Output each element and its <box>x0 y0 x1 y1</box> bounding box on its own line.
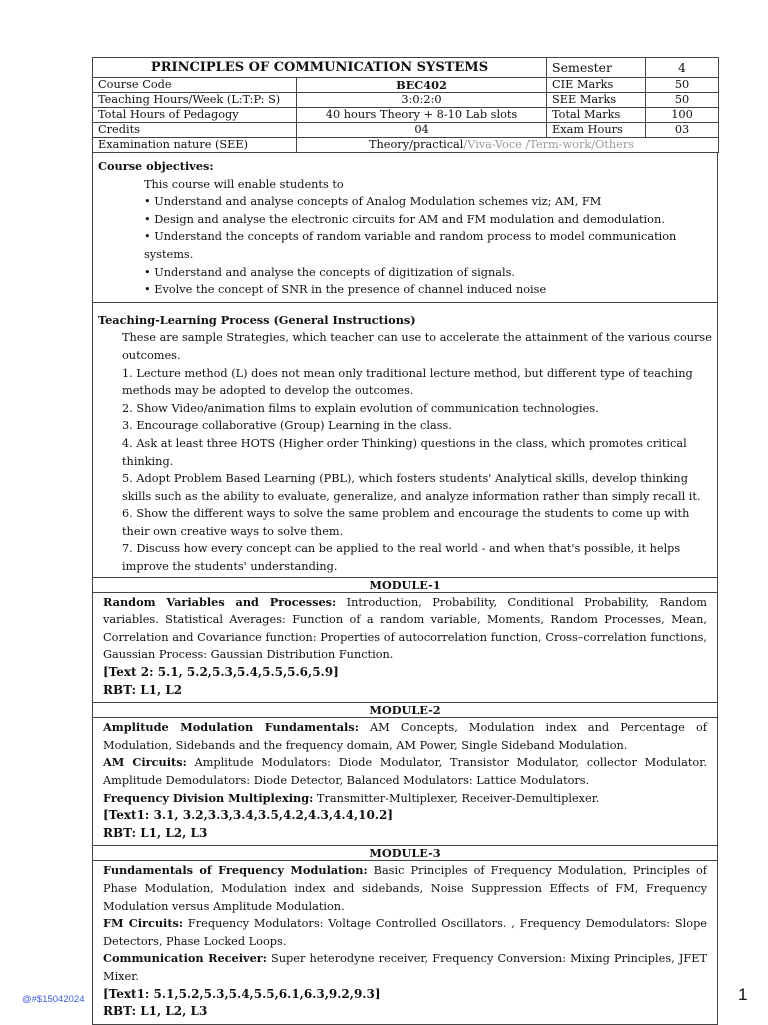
objectives-heading: Course objectives: <box>98 159 214 173</box>
module-2-title: MODULE-2 <box>92 703 718 718</box>
course-code-value: BEC402 <box>297 78 547 93</box>
objective-item: • Design and analyse the electronic circuits for AM and FM modulation and demodulation. <box>144 212 665 226</box>
exam-nature-label: Examination nature (SEE) <box>93 138 297 153</box>
module-3-paragraph: FM Circuits: Frequency Modulators: Voltage Controlled Oscillators. , Frequency Demodulators: Slope Detectors, Phase Locked Loops. <box>103 916 707 948</box>
objectives-intro: This course will enable students to <box>144 177 344 191</box>
see-marks-value: 50 <box>646 93 719 108</box>
semester-value: 4 <box>646 58 719 78</box>
credits-label: Credits <box>93 123 297 138</box>
teaching-line: 3. Encourage collaborative (Group) Learning in the class. <box>122 419 452 433</box>
course-objectives-section <box>92 153 718 303</box>
teaching-learning-section <box>92 303 718 578</box>
module-2-body <box>92 718 718 846</box>
module-1-title: MODULE-1 <box>92 578 718 593</box>
cie-marks-label: CIE Marks <box>547 78 646 93</box>
exam-nature-value <box>297 138 719 153</box>
page-number: 1 <box>738 985 748 1004</box>
syllabus-page <box>92 57 718 1019</box>
module-3-rbt: RBT: L1, L2, L3 <box>103 1004 208 1019</box>
module-1-rbt: RBT: L1, L2 <box>103 682 183 697</box>
teaching-line: 4. Ask at least three HOTS (Higher order Thinking) questions in the class, which promotes critical thinking. <box>122 436 687 468</box>
objective-item: • Understand the concepts of random variable and random process to model communication systems. <box>144 230 677 261</box>
module-3-paragraph: Fundamentals of Frequency Modulation: Basic Principles of Frequency Modulation, Principles of Phase Modulation, Modulation index and sidebands, Noise Suppression Effects of FM, Frequency Modulation versus Amplitude Modulation. <box>103 863 707 913</box>
teaching-line: These are sample Strategies, which teacher can use to accelerate the attainment of the various course outcomes. <box>122 331 712 362</box>
module-2-reference: [Text1: 3.1, 3.2,3.3,3.4,3.5,4.2,4.3,4.4,10.2] <box>103 808 394 823</box>
exam-hours-value: 03 <box>646 123 719 138</box>
objective-item: • Understand and analyse concepts of Analog Modulation schemes viz; AM, FM <box>144 195 602 209</box>
module-3-reference: [Text1: 5.1,5.2,5.3,5.4,5.5,6.1,6.3,9.2,9.3] <box>103 986 381 1001</box>
module-2-paragraph: AM Circuits: Amplitude Modulators: Diode Modulator, Transistor Modulator, collector Modulator. Amplitude Demodulators: Diode Detector, Balanced Modulators: Lattice Modulators. <box>103 755 707 787</box>
credits-value: 04 <box>297 123 547 138</box>
total-marks-label: Total Marks <box>547 108 646 123</box>
teaching-line: 7. Discuss how every concept can be applied to the real world - and when that's possible, it helps improve the students' understanding. <box>122 542 681 574</box>
exam-nature-inactive: /Viva-Voce /Term-work/Others <box>463 138 634 151</box>
module-3-body <box>92 861 718 1024</box>
teaching-hours-value: 3:0:2:0 <box>297 93 547 108</box>
exam-hours-label: Exam Hours <box>547 123 646 138</box>
semester-label: Semester <box>547 58 646 78</box>
objective-item: • Understand and analyse the concepts of digitization of signals. <box>144 265 516 279</box>
pedagogy-hours-label: Total Hours of Pedagogy <box>93 108 297 123</box>
module-3-title: MODULE-3 <box>92 846 718 861</box>
teaching-line: 1. Lecture method (L) does not mean only traditional lecture method, but different type of teaching methods may be adopted to develop the outcomes. <box>122 366 693 398</box>
document-id: @#$15042024 <box>22 994 85 1005</box>
module-3-paragraph: Communication Receiver: Super heterodyne receiver, Frequency Conversion: Mixing Principles, JFET Mixer. <box>103 951 707 983</box>
module-1-paragraph: Random Variables and Processes: Introduction, Probability, Conditional Probability, Random variables. Statistical Averages: Function of a random variable, Moments, Random Processes, Mean, Correlation and Covariance function: Properties of autocorrelation function, Cross–correlation functions, Gaussian Process: Gaussian Distribution Function. <box>103 594 707 662</box>
pedagogy-hours-value: 40 hours Theory + 8-10 Lab slots <box>297 108 547 123</box>
module-2-rbt: RBT: L1, L2, L3 <box>103 825 208 840</box>
teaching-line: 6. Show the different ways to solve the same problem and encourage the students to come up with their own creative ways to solve them. <box>122 507 690 538</box>
teaching-body <box>98 329 712 575</box>
teaching-line: 5. Adopt Problem Based Learning (PBL), which fosters students' Analytical skills, develop thinking skills such as the ability to evaluate, generalize, and analyze information rather than simply recall it. <box>122 472 701 503</box>
course-info-table <box>92 57 719 153</box>
teaching-hours-label: Teaching Hours/Week (L:T:P: S) <box>93 93 297 108</box>
exam-nature-active: Theory/practical <box>369 138 464 151</box>
total-marks-value: 100 <box>646 108 719 123</box>
teaching-heading: Teaching-Learning Process (General Instructions) <box>98 312 416 327</box>
module-1-reference: [Text 2: 5.1, 5.2,5.3,5.4,5.5,5.6,5.9] <box>103 665 339 680</box>
course-code-label: Course Code <box>93 78 297 93</box>
module-2-paragraph: Amplitude Modulation Fundamentals: AM Concepts, Modulation index and Percentage of Modulation, Sidebands and the frequency domain, AM Power, Single Sideband Modulation. <box>103 720 707 752</box>
module-2-paragraph: Frequency Division Multiplexing: Transmitter-Multiplexer, Receiver-Demultiplexer. <box>103 790 600 805</box>
course-title: PRINCIPLES OF COMMUNICATION SYSTEMS <box>93 58 547 78</box>
cie-marks-value: 50 <box>646 78 719 93</box>
objective-item: • Evolve the concept of SNR in the presence of channel induced noise <box>144 283 547 297</box>
teaching-line: 2. Show Video/animation films to explain evolution of communication technologies. <box>122 401 599 415</box>
module-1-body <box>92 593 718 704</box>
see-marks-label: SEE Marks <box>547 93 646 108</box>
